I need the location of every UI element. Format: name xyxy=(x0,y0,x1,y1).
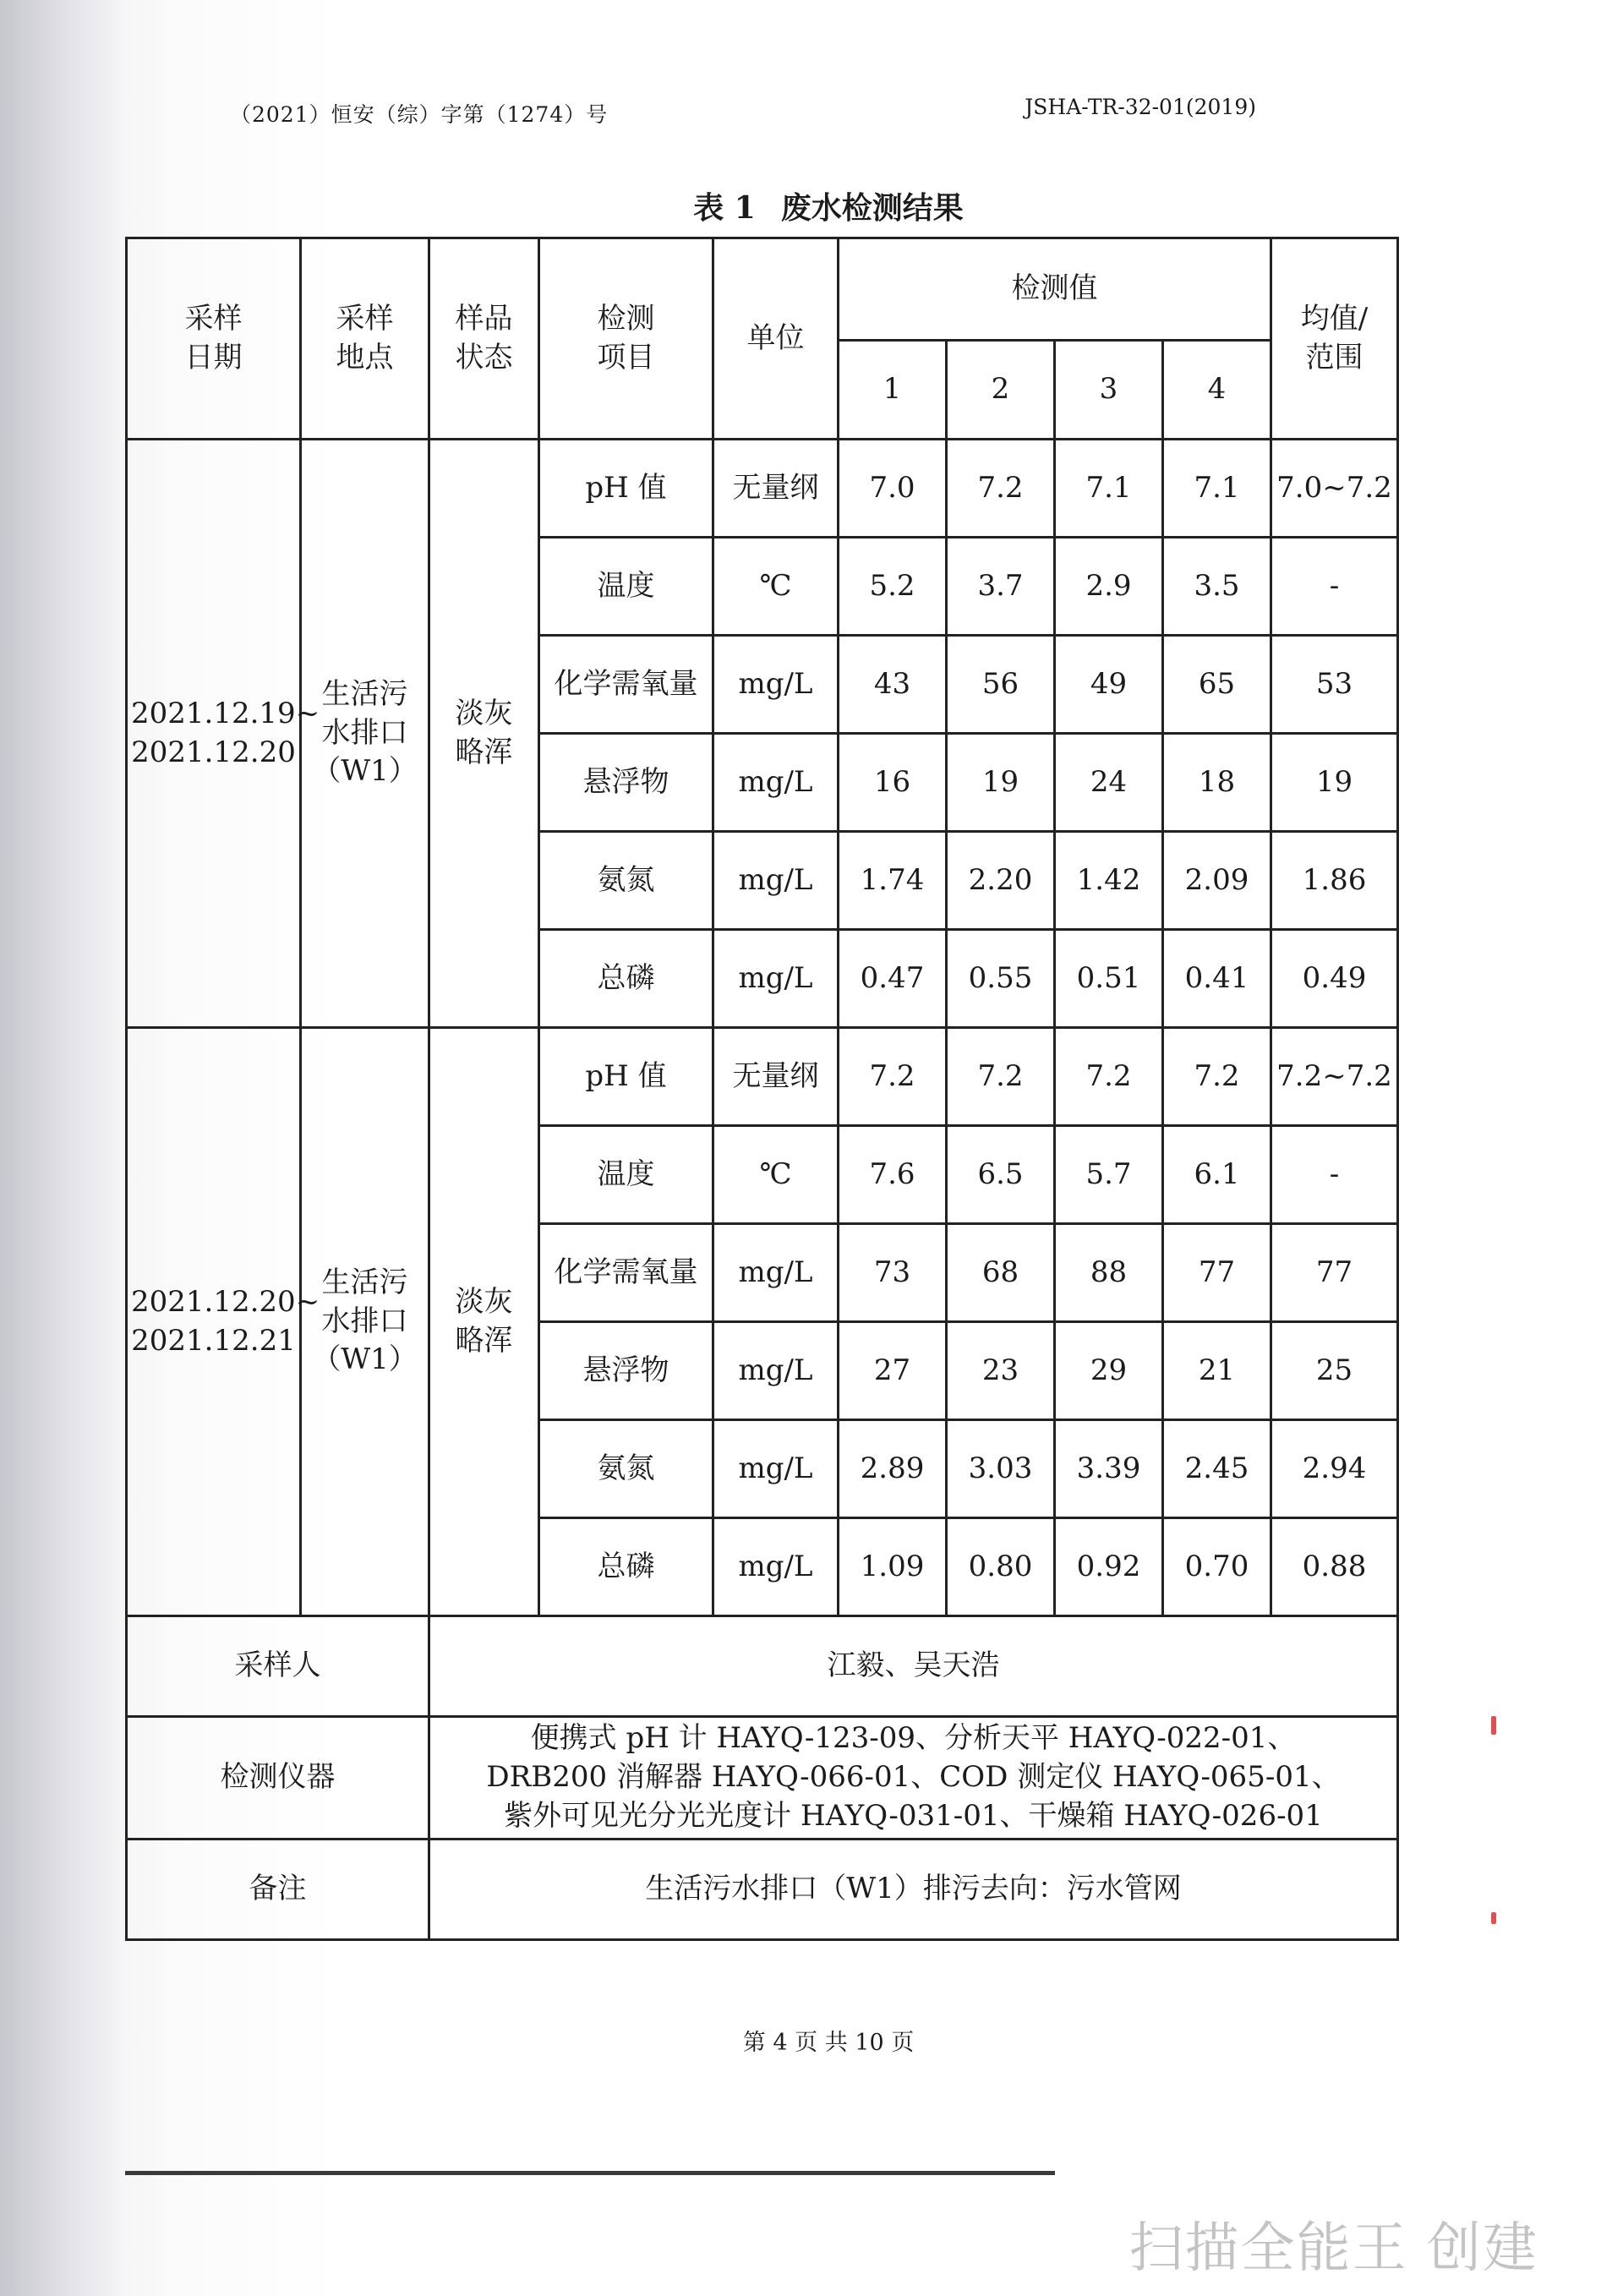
remark-row xyxy=(127,1840,1398,1940)
value-3-cell: 29 xyxy=(1055,1322,1163,1420)
value-2-cell: 3.03 xyxy=(947,1420,1055,1518)
value-4-cell: 65 xyxy=(1163,636,1271,734)
unit-cell: mg/L xyxy=(713,1518,839,1616)
sampler-row xyxy=(127,1616,1398,1717)
unit-cell: mg/L xyxy=(713,1224,839,1322)
unit-cell: mg/L xyxy=(713,930,839,1028)
unit-cell: mg/L xyxy=(713,734,839,832)
value-4-cell: 21 xyxy=(1163,1322,1271,1420)
wastewater-results-table xyxy=(125,237,1399,1941)
form-code: JSHA-TR-32-01(2019) xyxy=(1025,95,1256,119)
value-1-cell: 7.6 xyxy=(839,1126,947,1224)
value-2-cell: 2.20 xyxy=(947,832,1055,930)
item-cell: 氨氮 xyxy=(539,1420,713,1518)
header-v2: 2 xyxy=(947,341,1055,440)
value-4-cell: 0.41 xyxy=(1163,930,1271,1028)
value-1-cell: 7.2 xyxy=(839,1028,947,1126)
value-4-cell: 6.1 xyxy=(1163,1126,1271,1224)
table-number: 表 1 xyxy=(693,190,756,226)
value-3-cell: 5.7 xyxy=(1055,1126,1163,1224)
unit-cell: mg/L xyxy=(713,636,839,734)
value-2-cell: 6.5 xyxy=(947,1126,1055,1224)
value-3-cell: 0.51 xyxy=(1055,930,1163,1028)
avg-cell: 0.49 xyxy=(1271,930,1398,1028)
sample-state-cell: 淡灰 略浑 xyxy=(429,1028,539,1616)
value-1-cell: 27 xyxy=(839,1322,947,1420)
value-4-cell: 2.45 xyxy=(1163,1420,1271,1518)
avg-cell: 77 xyxy=(1271,1224,1398,1322)
remark-value: 生活污水排口（W1）排污去向：污水管网 xyxy=(429,1840,1398,1940)
value-3-cell: 1.42 xyxy=(1055,832,1163,930)
value-1-cell: 43 xyxy=(839,636,947,734)
item-cell: 悬浮物 xyxy=(539,734,713,832)
sample-location-cell: 生活污 水排口 （W1） xyxy=(301,1028,429,1616)
value-1-cell: 1.74 xyxy=(839,832,947,930)
avg-cell: 25 xyxy=(1271,1322,1398,1420)
value-2-cell: 56 xyxy=(947,636,1055,734)
avg-cell: 19 xyxy=(1271,734,1398,832)
unit-cell: 无量纲 xyxy=(713,1028,839,1126)
item-cell: 化学需氧量 xyxy=(539,1224,713,1322)
instrument-row xyxy=(127,1717,1398,1840)
unit-cell: ℃ xyxy=(713,1126,839,1224)
doc-number: （2021）恒安（综）字第（1274）号 xyxy=(230,102,609,127)
value-2-cell: 0.80 xyxy=(947,1518,1055,1616)
value-4-cell: 77 xyxy=(1163,1224,1271,1322)
item-cell: 化学需氧量 xyxy=(539,636,713,734)
header-v3: 3 xyxy=(1055,341,1163,440)
value-4-cell: 18 xyxy=(1163,734,1271,832)
sample-date-cell: 2021.12.20~ 2021.12.21 xyxy=(127,1028,301,1616)
instrument-line: DRB200 消解器 HAYQ-066-01、COD 测定仪 HAYQ-065-01、 xyxy=(486,1760,1341,1795)
value-4-cell: 7.1 xyxy=(1163,440,1271,538)
table-row xyxy=(127,1028,1398,1126)
avg-cell: 7.0~7.2 xyxy=(1271,440,1398,538)
avg-cell: 1.86 xyxy=(1271,832,1398,930)
page-number: 第 4 页 共 10 页 xyxy=(742,2030,915,2056)
value-1-cell: 2.89 xyxy=(839,1420,947,1518)
value-1-cell: 0.47 xyxy=(839,930,947,1028)
value-3-cell: 7.2 xyxy=(1055,1028,1163,1126)
sample-date-cell: 2021.12.19~ 2021.12.20 xyxy=(127,440,301,1028)
value-3-cell: 0.92 xyxy=(1055,1518,1163,1616)
value-2-cell: 19 xyxy=(947,734,1055,832)
header-values: 检测值 xyxy=(839,238,1271,341)
table-title-text: 废水检测结果 xyxy=(780,190,964,226)
bottom-rule xyxy=(125,2171,1055,2175)
item-cell: 温度 xyxy=(539,538,713,636)
red-mark xyxy=(1491,1716,1496,1735)
value-4-cell: 3.5 xyxy=(1163,538,1271,636)
header-row xyxy=(127,238,1398,341)
scan-shadow xyxy=(0,0,127,2296)
sample-location-cell: 生活污 水排口 （W1） xyxy=(301,440,429,1028)
item-cell: 总磷 xyxy=(539,1518,713,1616)
value-2-cell: 68 xyxy=(947,1224,1055,1322)
avg-cell: 2.94 xyxy=(1271,1420,1398,1518)
header-state: 样品 状态 xyxy=(429,238,539,440)
item-cell: 温度 xyxy=(539,1126,713,1224)
sampler-value: 江毅、吴天浩 xyxy=(429,1616,1398,1717)
remark-label: 备注 xyxy=(127,1840,429,1940)
value-1-cell: 5.2 xyxy=(839,538,947,636)
item-cell: 氨氮 xyxy=(539,832,713,930)
value-4-cell: 7.2 xyxy=(1163,1028,1271,1126)
value-3-cell: 2.9 xyxy=(1055,538,1163,636)
value-1-cell: 16 xyxy=(839,734,947,832)
unit-cell: 无量纲 xyxy=(713,440,839,538)
value-4-cell: 0.70 xyxy=(1163,1518,1271,1616)
header-v1: 1 xyxy=(839,341,947,440)
unit-cell: mg/L xyxy=(713,832,839,930)
header-location: 采样 地点 xyxy=(301,238,429,440)
value-4-cell: 2.09 xyxy=(1163,832,1271,930)
avg-cell: 53 xyxy=(1271,636,1398,734)
value-1-cell: 1.09 xyxy=(839,1518,947,1616)
avg-cell: - xyxy=(1271,1126,1398,1224)
avg-cell: 7.2~7.2 xyxy=(1271,1028,1398,1126)
header-item: 检测 项目 xyxy=(539,238,713,440)
item-cell: pH 值 xyxy=(539,440,713,538)
value-2-cell: 7.2 xyxy=(947,440,1055,538)
avg-cell: 0.88 xyxy=(1271,1518,1398,1616)
unit-cell: mg/L xyxy=(713,1322,839,1420)
sample-state-cell: 淡灰 略浑 xyxy=(429,440,539,1028)
value-2-cell: 3.7 xyxy=(947,538,1055,636)
instrument-line: 紫外可见光分光光度计 HAYQ-031-01、干燥箱 HAYQ-026-01 xyxy=(504,1798,1323,1833)
item-cell: pH 值 xyxy=(539,1028,713,1126)
table-row xyxy=(127,440,1398,538)
instrument-line: 便携式 pH 计 HAYQ-123-09、分析天平 HAYQ-022-01、 xyxy=(530,1721,1297,1756)
value-2-cell: 23 xyxy=(947,1322,1055,1420)
value-1-cell: 73 xyxy=(839,1224,947,1322)
item-cell: 总磷 xyxy=(539,930,713,1028)
value-1-cell: 7.0 xyxy=(839,440,947,538)
header-avg: 均值/ 范围 xyxy=(1271,238,1398,440)
header-date: 采样 日期 xyxy=(127,238,301,440)
unit-cell: mg/L xyxy=(713,1420,839,1518)
instrument-label: 检测仪器 xyxy=(127,1717,429,1840)
value-2-cell: 0.55 xyxy=(947,930,1055,1028)
value-2-cell: 7.2 xyxy=(947,1028,1055,1126)
sampler-label: 采样人 xyxy=(127,1616,429,1717)
value-3-cell: 24 xyxy=(1055,734,1163,832)
value-3-cell: 49 xyxy=(1055,636,1163,734)
value-3-cell: 3.39 xyxy=(1055,1420,1163,1518)
table-title xyxy=(0,184,1623,227)
watermark: 扫描全能王 创建 xyxy=(1128,2217,1538,2280)
header-v4: 4 xyxy=(1163,341,1271,440)
red-mark xyxy=(1491,1912,1496,1924)
value-3-cell: 88 xyxy=(1055,1224,1163,1322)
item-cell: 悬浮物 xyxy=(539,1322,713,1420)
avg-cell: - xyxy=(1271,538,1398,636)
header-unit: 单位 xyxy=(713,238,839,440)
value-3-cell: 7.1 xyxy=(1055,440,1163,538)
instrument-value xyxy=(429,1717,1398,1840)
unit-cell: ℃ xyxy=(713,538,839,636)
